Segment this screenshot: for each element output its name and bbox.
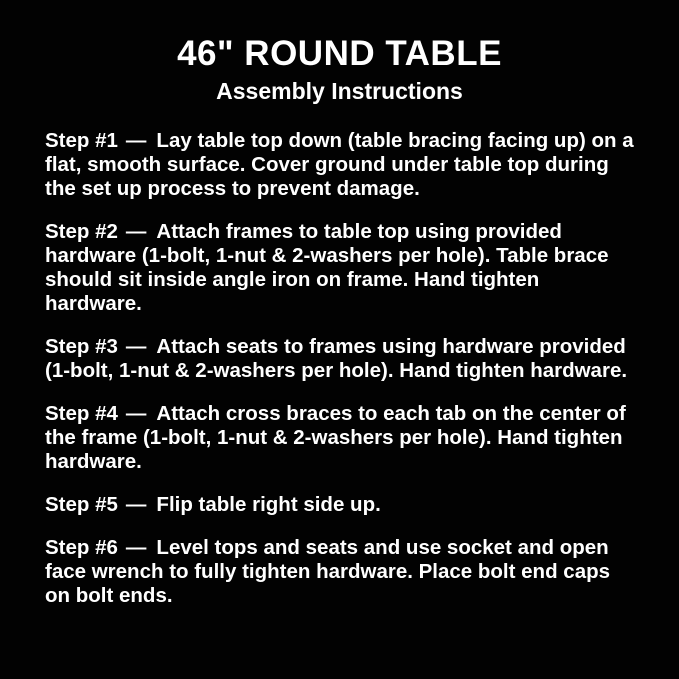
step-dash: —	[125, 129, 147, 152]
step-text: Attach seats to frames using hardware provided (1-bolt, 1-nut & 2-washers per hole). Hand tighten hardware.	[45, 335, 628, 382]
step-text: Level tops and seats and use socket and open face wrench to fully tighten hardware. Place bolt end caps on bolt ends.	[45, 536, 611, 607]
step-dash: —	[125, 536, 147, 559]
step-label: Step #5	[45, 493, 118, 516]
step-dash: —	[125, 493, 147, 516]
step-item-1	[45, 129, 639, 201]
step-label: Step #6	[45, 536, 118, 559]
steps-list	[0, 129, 679, 608]
step-text: Attach cross braces to each tab on the center of the frame (1-bolt, 1-nut & 2-washers per hole). Hand tighten hardware.	[45, 402, 626, 473]
step-item-4	[45, 402, 639, 474]
step-dash: —	[125, 335, 147, 358]
step-label: Step #4	[45, 402, 118, 425]
page-title: 46" ROUND TABLE	[177, 34, 502, 73]
step-item-3	[45, 335, 639, 383]
header	[0, 0, 679, 105]
step-text: Lay table top down (table bracing facing up) on a flat, smooth surface. Cover ground under table top during the set up process to prevent damage.	[45, 129, 634, 200]
step-dash: —	[125, 220, 147, 243]
step-label: Step #2	[45, 220, 118, 243]
step-label: Step #3	[45, 335, 118, 358]
page-subtitle: Assembly Instructions	[216, 78, 463, 104]
step-item-6	[45, 536, 639, 608]
step-text: Flip table right side up.	[156, 493, 381, 516]
step-dash: —	[125, 402, 147, 425]
step-item-2	[45, 220, 639, 316]
step-item-5	[45, 493, 639, 517]
step-text: Attach frames to table top using provided hardware (1-bolt, 1-nut & 2-washers per hole). Table brace should sit inside angle iron on frame. Hand tighten hardware.	[45, 220, 609, 315]
step-label: Step #1	[45, 129, 118, 152]
